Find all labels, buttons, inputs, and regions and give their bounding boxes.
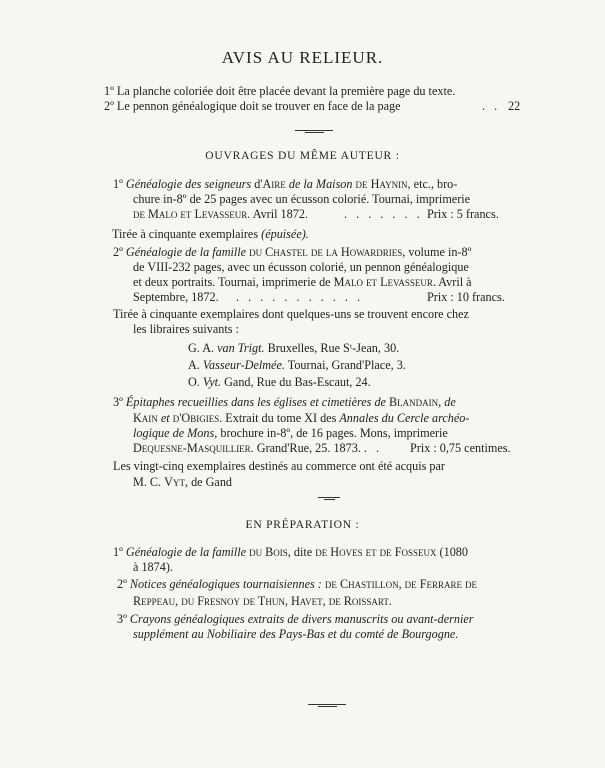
prep2-line-1	[117, 577, 477, 592]
work2-family: du Chastel de la Howardries,	[249, 245, 406, 259]
bookseller-2-address: Tournai, Grand'Place, 3.	[287, 358, 406, 372]
work1-title-a: Généalogie des seigneurs	[125, 177, 252, 191]
prep3-title: Crayons généalogiques extraits de divers manuscrits ou avant-dernier	[129, 612, 474, 626]
work3-acquirer: Vyt,	[164, 475, 189, 489]
work3-line-4	[133, 441, 382, 456]
work3-place-3: d'Obigies.	[172, 411, 223, 425]
work3-line-5: Les vingt-cinq exemplaires destinés au commerce ont été acquis par	[113, 459, 445, 473]
bookseller-1-address: Bruxelles, Rue Sᵗ-Jean, 30.	[267, 341, 400, 355]
prep2-families-2: Reppeau, du Fresnoy de Thun, Havet, de Roissart.	[133, 594, 392, 608]
work3-end: de	[444, 395, 456, 409]
notice-line-2-page: 22	[508, 99, 521, 113]
work3-acquirer-city: de Gand	[191, 475, 233, 489]
work3-line-2	[133, 411, 469, 426]
work2-title: Généalogie de la famille	[125, 245, 247, 259]
work3-num: 3º	[113, 395, 123, 409]
work3-acquirer-initials: M. C.	[133, 475, 162, 489]
ornament-bottom	[308, 704, 346, 705]
work3-line-6	[133, 475, 232, 490]
bookseller-1-initials: G. A.	[188, 341, 215, 355]
work2-line-3	[133, 275, 472, 290]
work1-status: (épuisée).	[261, 227, 309, 241]
bookseller-3-name: Vyt.	[202, 375, 222, 389]
ornament-divider	[295, 130, 333, 131]
work2-price: Prix : 10 francs.	[427, 290, 505, 304]
prep3-title-2: supplément au Nobiliaire des Pays-Bas et du comté de Bourgogne.	[133, 627, 459, 641]
work3-annales: Annales du Cercle archéo-	[339, 411, 470, 425]
work3-price: Prix : 0,75 centimes.	[410, 441, 511, 455]
prep1-family: du Bois,	[249, 545, 291, 559]
prep2-num: 2º	[117, 577, 127, 591]
work3-place-1: Blandain,	[389, 395, 442, 409]
work3-printer: Dequesne-Masquillier.	[133, 441, 254, 455]
prep3-line-1	[117, 612, 474, 627]
work1-mid: d'	[254, 177, 263, 191]
work1-family: de Haynin,	[355, 177, 411, 191]
work1-line-3	[133, 207, 308, 222]
notice-line-2-text: 2º Le pennon généalogique doit se trouver en face de la page	[104, 99, 401, 113]
work3-l3-text: brochure in-8º, de 16 pages. Mons, imprimerie	[220, 426, 448, 440]
work2-end: volume in-8º	[408, 245, 472, 259]
prep3-line-2	[133, 627, 458, 642]
bookseller-1-name: van Trigt.	[217, 341, 265, 355]
prep1-end: (1080	[439, 545, 468, 559]
work3-annales-end: logique de Mons,	[133, 426, 218, 440]
work3-line-1	[113, 395, 456, 410]
work2-line-1	[113, 245, 471, 260]
work1-num: 1º	[113, 177, 123, 191]
work3-and: et	[160, 411, 170, 425]
notice-line-2	[104, 99, 401, 114]
work1-line-4	[112, 227, 309, 242]
work1-line-2: chure in-8º de 25 pages avec un écusson colorié. Tournai, imprimerie	[133, 192, 471, 206]
prep1-mid: dite	[293, 545, 313, 559]
bookseller-2-name: Vasseur-Delmée.	[202, 358, 285, 372]
prep1-num: 1º	[113, 545, 123, 559]
prep-heading: EN PRÉPARATION :	[245, 519, 360, 531]
work2-printer: Malo et Levasseur.	[333, 275, 436, 289]
page-title: AVIS AU RELIEUR.	[221, 48, 384, 67]
notice-line-2-dots: . .	[482, 99, 501, 113]
work1-printer: de Malo et Levasseur.	[133, 207, 251, 221]
work2-line-5: Tirée à cinquante exemplaires dont quelques-uns se trouvent encore chez	[113, 307, 469, 321]
work1-print-run: Tirée à cinquante exemplaires	[112, 227, 259, 241]
prep1-line-1	[113, 545, 468, 560]
short-divider	[318, 497, 340, 498]
prep2-title: Notices généalogiques tournaisiennes :	[129, 577, 322, 591]
work3-title: Épitaphes recueillies dans les églises et cimetières de	[125, 395, 386, 409]
work2-line-4: Septembre, 1872.	[133, 290, 219, 304]
bookseller-3-address: Gand, Rue du Bas-Escaut, 24.	[224, 375, 371, 389]
work2-line-2: de VIII-232 pages, avec un écusson colorié, un pennon généalogique	[133, 260, 469, 274]
work2-line-6: les libraires suivants :	[133, 322, 239, 336]
prep1-branches: de Hoves et de Fosseux	[315, 545, 437, 559]
work3-place-2: Kain	[133, 411, 158, 425]
work3-extract: Extrait du tome XI des	[225, 411, 337, 425]
prep2-families: de Chastillon, de Ferrare de	[324, 577, 478, 591]
work3-address: Grand'Rue, 25. 1873.	[256, 441, 361, 455]
notice-line-1: 1º La planche coloriée doit être placée devant la première page du texte.	[104, 84, 456, 98]
work1-title-b: de la Maison	[288, 177, 353, 191]
bookseller-3-initials: O.	[188, 375, 200, 389]
work2-l3-text: et deux portraits. Tournai, imprimerie de	[133, 275, 331, 289]
work1-dots: . . . . . . .	[344, 207, 423, 221]
work2-dots: . . . . . . . . . . .	[236, 290, 363, 304]
work1-price: Prix : 5 francs.	[427, 207, 499, 221]
work3-dots: . .	[363, 441, 383, 455]
bookseller-3	[188, 375, 371, 390]
prep1-title: Généalogie de la famille	[125, 545, 247, 559]
works-heading: OUVRAGES DU MÊME AUTEUR :	[205, 150, 400, 162]
work3-line-3	[133, 426, 448, 441]
bookseller-2-initials: A.	[188, 358, 200, 372]
work2-num: 2º	[113, 245, 123, 259]
work1-date: Avril 1872.	[252, 207, 308, 221]
bookseller-2	[188, 358, 406, 373]
work2-l3-end: Avril à	[438, 275, 472, 289]
prep1-line-2: à 1874).	[133, 560, 173, 574]
work1-line-1	[113, 177, 457, 192]
work1-end: etc., bro-	[413, 177, 458, 191]
prep3-num: 3º	[117, 612, 127, 626]
work1-place: Aire	[262, 177, 286, 191]
prep2-line-2	[133, 594, 392, 609]
bookseller-1	[188, 341, 399, 356]
